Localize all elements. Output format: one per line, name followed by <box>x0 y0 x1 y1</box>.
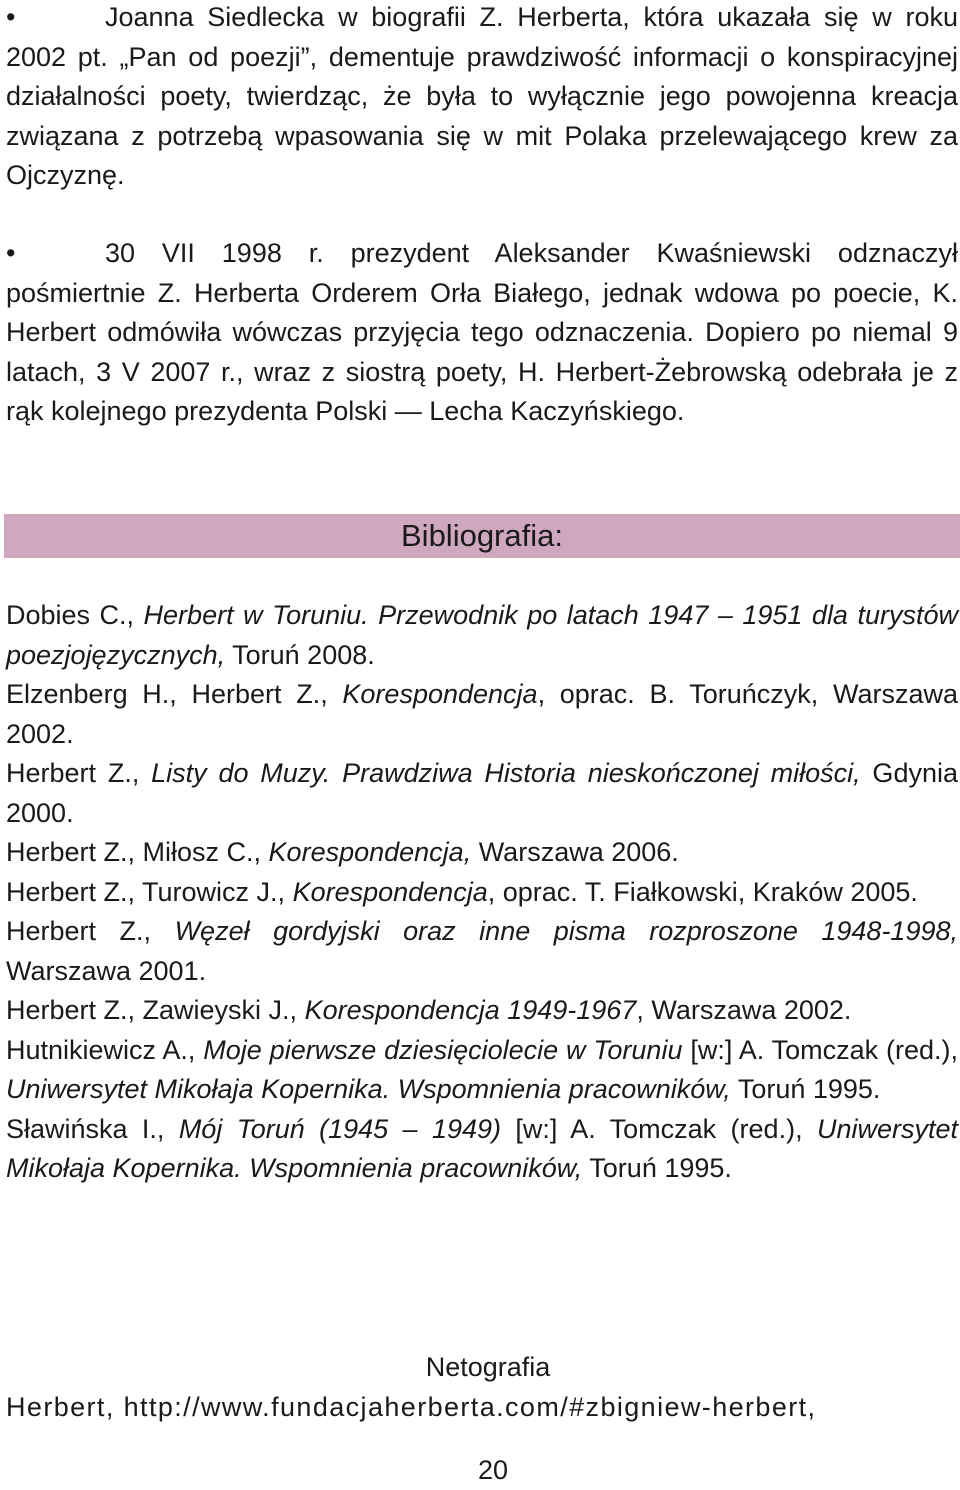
entry-text-part: [w:] A. Tomczak (red.), <box>682 1034 958 1065</box>
bibliography-entry <box>6 1031 958 1110</box>
entry-text-part: Toruń 2008. <box>225 639 375 670</box>
entry-title-part: Korespondencja, <box>268 837 472 867</box>
entry-text-part: , oprac. T. Fiałkowski, Kraków 2005. <box>487 876 918 907</box>
netografia-heading: Netografia <box>425 1352 551 1382</box>
entry-text-part: Warszawa 2001. <box>6 955 207 986</box>
bibliography-entry <box>6 873 958 913</box>
bullet-marker: • <box>6 238 16 268</box>
entry-text-part: Herbert Z., Turowicz J., <box>6 876 293 907</box>
entry-title-part: Moje pierwsze dziesięciolecie w Toruniu <box>203 1034 683 1065</box>
bullet-item-biography <box>6 0 958 196</box>
entry-text-part: , Warszawa 2002. <box>636 995 852 1025</box>
bibliography-entry <box>6 912 958 991</box>
bibliography-entry <box>6 833 958 873</box>
entry-title-part: Uniwersytet Mikołaja Kopernika. Wspomnienia pracowników, <box>6 1113 958 1183</box>
entry-text-part: Herbert Z., Zawieyski J., <box>6 995 305 1025</box>
bullet-item-order <box>6 234 958 432</box>
entry-title-part: Korespondencja 1949-1967 <box>304 995 637 1025</box>
entry-text-part: Hutnikiewicz A., <box>6 1034 204 1065</box>
entry-text-part: Herbert Z., <box>6 916 175 946</box>
bibliography-entry <box>6 675 958 754</box>
entry-title-part: Herbert w Toruniu. Przewodnik po latach 1947 – 1951 dla turystów poezjojęzycznych, <box>6 600 958 670</box>
entry-text-part: Herbert Z., Miłosz C., <box>6 837 269 867</box>
entry-text-part: [w:] A. Tomczak (red.), <box>501 1113 817 1144</box>
entry-text-part: Sławińska I., <box>6 1113 179 1144</box>
bibliography-entry <box>6 754 958 833</box>
entry-text-part: Elzenberg H., Herbert Z., <box>6 679 343 709</box>
page-number: 20 <box>477 1455 509 1485</box>
entry-text-part: Gdynia 2000. <box>6 758 958 828</box>
entry-text-part: Herbert Z., <box>6 758 152 788</box>
entry-title-part: Korespondencja <box>292 876 488 907</box>
entry-title-part: Listy do Muzy. Prawdziwa Historia nieskończonej miłości, <box>151 758 861 788</box>
bullet-marker: • <box>6 2 16 32</box>
bibliography-entry <box>6 596 958 675</box>
entry-text-part: Dobies C., <box>6 600 144 630</box>
bibliography-entry <box>6 1110 958 1189</box>
bullet-text: Joanna Siedlecka w biografii Z. Herberta, która ukazała się w roku 2002 pt. „Pan od poezji”, dementuje prawdziwość informacji o konspiracyjnej działalności poety, twierdząc, że była to wyłącznie jego powojenna kreacja związana z potrzebą wpasowania się w mit Polaka przelewającego krew za Ojczyznę. <box>6 2 958 190</box>
bibliography-entry <box>6 991 958 1031</box>
entry-text-part: Toruń 1995. <box>730 1074 881 1104</box>
entry-title-part: Mój Toruń (1945 – 1949) <box>178 1113 501 1144</box>
bibliography-list <box>6 596 958 1189</box>
netografia-entry: Herbert, http://www.fundacjaherberta.com/#zbigniew-herbert, <box>6 1392 817 1422</box>
bullet-text: 30 VII 1998 r. prezydent Aleksander Kwaśniewski odznaczył pośmiertnie Z. Herberta Orderem Orła Białego, jednak wdowa po poecie, K. Herbert odmówiła wówczas przyjęcia tego odznaczenia. Dopiero po niemal 9 latach, 3 V 2007 r., wraz z siostrą poety, H. Herbert-Żebrowską odebrała je z rąk kolejnego prezydenta Polski — Lecha Kaczyńskiego. <box>6 238 958 426</box>
entry-text-part: Warszawa 2006. <box>471 837 679 867</box>
bibliography-heading: Bibliografia: <box>4 514 960 558</box>
entry-text-part: Toruń 1995. <box>582 1153 732 1183</box>
entry-title-part: Węzeł gordyjski oraz inne pisma rozproszone 1948-1998, <box>174 916 958 946</box>
entry-title-part: Korespondencja <box>342 679 538 709</box>
entry-title-part: Uniwersytet Mikołaja Kopernika. Wspomnienia pracowników, <box>6 1074 731 1104</box>
entry-text-part: , oprac. B. Toruńczyk, Warszawa 2002. <box>6 679 958 749</box>
